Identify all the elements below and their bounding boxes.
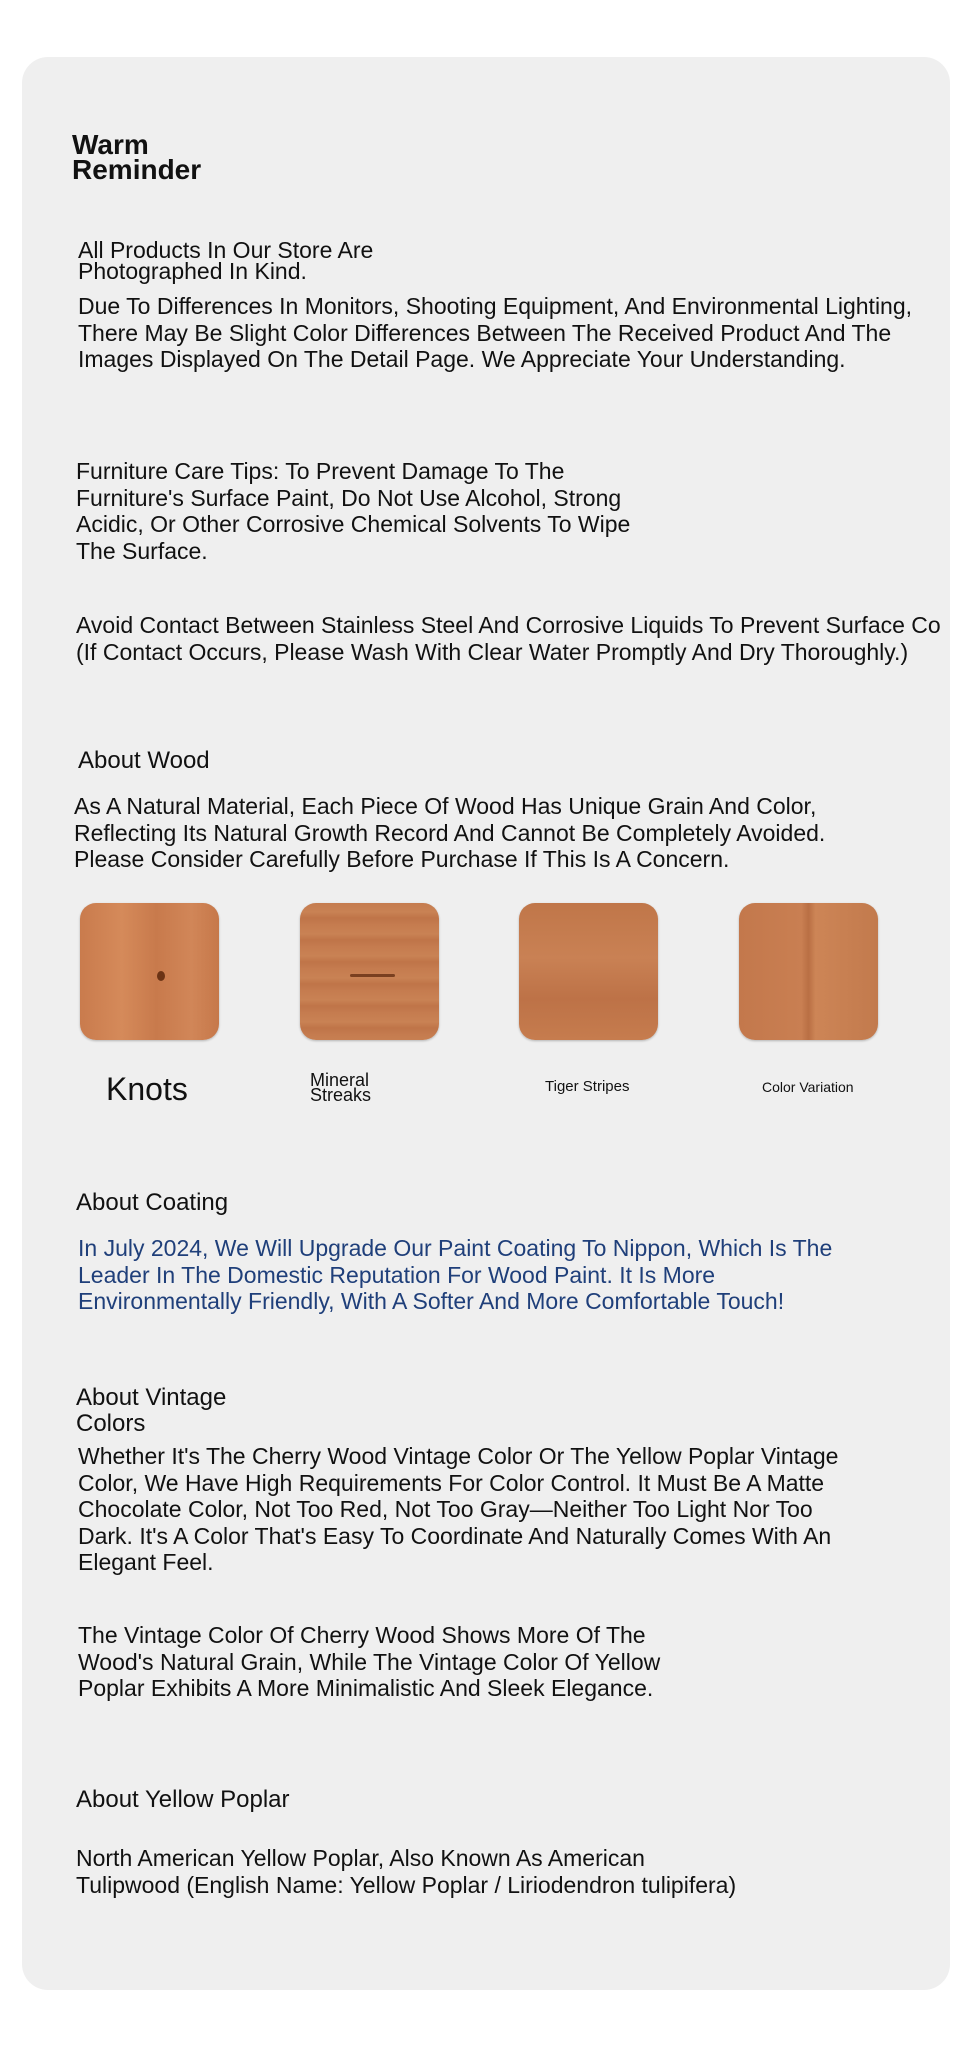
poplar-description: North American Yellow Poplar, Also Known As American Tulipwood (English Name: Yellow Poplar / Liriodendron tulipifera) bbox=[76, 1845, 737, 1898]
knots-swatch bbox=[80, 903, 219, 1040]
mineral-streaks-swatch bbox=[300, 903, 439, 1040]
wood-description: As A Natural Material, Each Piece Of Wood Has Unique Grain And Color, Reflecting Its Natural Growth Record And Cannot Be Completely Avoided. Please Consider Carefully Before Purchase If This Is A Concern. bbox=[74, 793, 826, 872]
coating-description: In July 2024, We Will Upgrade Our Paint Coating To Nippon, Which Is The Leader In The Domestic Reputation For Wood Paint. It Is More Environmentally Friendly, With A Softer And More Comfortable Touch! bbox=[78, 1235, 833, 1314]
knots-label: Knots bbox=[106, 1071, 188, 1107]
poplar-heading: About Yellow Poplar bbox=[76, 1786, 290, 1813]
cherry-poplar-comparison: The Vintage Color Of Cherry Wood Shows More Of The Wood's Natural Grain, While The Vintage Color Of Yellow Poplar Exhibits A More Minimalistic And Sleek Elegance. bbox=[78, 1622, 661, 1701]
vintage-description: Whether It's The Cherry Wood Vintage Color Or The Yellow Poplar Vintage Color, We Have High Requirements For Color Control. It Must Be A Matte Chocolate Color, Not Too Red, Not Too Gray—Neither Too Light Nor Too Dark. It's A Color That's Easy To Coordinate And Naturally Comes With An Elegant Feel. bbox=[78, 1443, 839, 1575]
in-kind-note: All Products In Our Store Are Photographed In Kind. bbox=[78, 237, 374, 284]
color-variation-swatch bbox=[739, 903, 878, 1040]
color-variation-label: Color Variation bbox=[762, 1079, 854, 1095]
coating-heading: About Coating bbox=[76, 1189, 229, 1216]
tiger-stripes-swatch bbox=[519, 903, 658, 1040]
color-difference-note: Due To Differences In Monitors, Shooting Equipment, And Environmental Lighting, There May Be Slight Color Differences Between The Received Product And The Images Displayed On The Detail Page. We Appreciate Your Understanding. bbox=[78, 293, 913, 372]
page-title: Warm Reminder bbox=[72, 129, 202, 185]
stainless-steel-note: Avoid Contact Between Stainless Steel And Corrosive Liquids To Prevent Surface Co (If Contact Occurs, Please Wash With Clear Water Promptly And Dry Thoroughly.) bbox=[76, 612, 941, 665]
mineral-streaks-label: Mineral Streaks bbox=[310, 1070, 372, 1105]
care-tips: Furniture Care Tips: To Prevent Damage To The Furniture's Surface Paint, Do Not Use Alcohol, Strong Acidic, Or Other Corrosive Chemical Solvents To Wipe The Surface. bbox=[76, 458, 631, 564]
tiger-stripes-label: Tiger Stripes bbox=[545, 1078, 630, 1095]
vintage-heading: About Vintage Colors bbox=[76, 1384, 227, 1437]
wood-heading: About Wood bbox=[78, 747, 210, 774]
